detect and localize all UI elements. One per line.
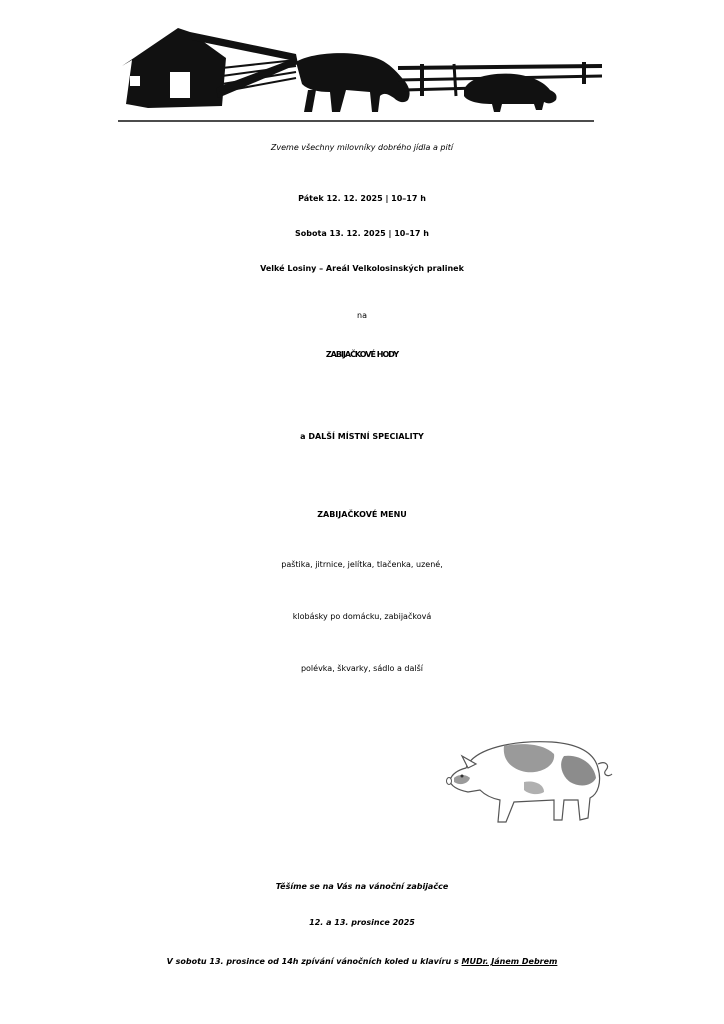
menu-heading: ZABIJAČKOVÉ MENU [317, 510, 407, 519]
pig-silhouette-icon [464, 74, 557, 112]
footnote-text: V sobotu 13. prosince od 14h zpívání vánočních koled u klavíru s [166, 957, 462, 966]
spotted-pig-icon [444, 734, 614, 826]
connector-word: na [357, 311, 367, 320]
farm-logo-icon [118, 20, 604, 124]
menu-line: polévka, škvarky, sádlo a další [300, 664, 424, 673]
closing-dates: 12. a 13. prosince 2025 [309, 918, 415, 927]
event-date-saturday: Sobota 13. 12. 2025 | 10–17 h [295, 229, 429, 238]
invitation-tagline: Zveme všechny milovníky dobrého jídla a pití [270, 143, 454, 152]
page-subtitle: a DALŠÍ MÍSTNÍ SPECIALITY [300, 432, 424, 441]
page-title: ZABIJAČKOVÉ HODY [325, 350, 399, 359]
bull-silhouette-icon [296, 53, 410, 112]
footnote-performer-name: MUDr. Jánem Debrem [461, 957, 558, 966]
event-date-friday: Pátek 12. 12. 2025 | 10–17 h [298, 194, 426, 203]
menu-line: paštika, jitrnice, jelítka, tlačenka, uzené, [281, 560, 443, 569]
closing-message: Těšíme se na Vás na vánoční zabijačce [275, 882, 449, 891]
menu-line: klobásky po domácku, zabijačková [292, 612, 432, 621]
event-venue: Velké Losiny – Areál Velkolosinských pralinek [260, 264, 464, 273]
footnote [0, 957, 724, 966]
